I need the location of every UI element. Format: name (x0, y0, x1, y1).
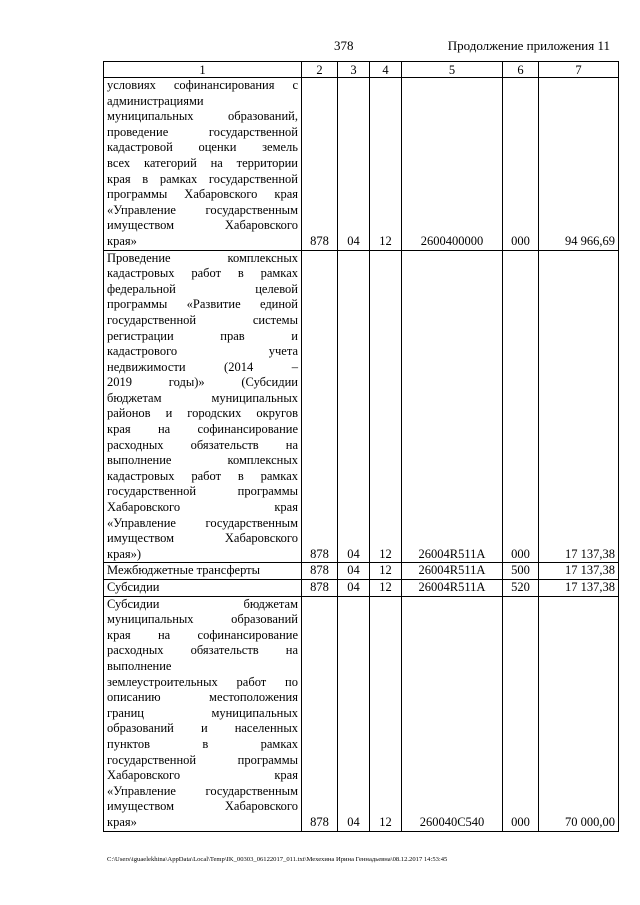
description-line: края» (107, 814, 137, 829)
description-line: проведение государственной (107, 124, 298, 139)
cell-expense-type: 500 (503, 563, 539, 580)
cell-admin-code: 878 (302, 78, 338, 251)
cell-section: 04 (338, 580, 370, 597)
cell-target-article: 26004R511A (402, 580, 503, 597)
description-line: Проведение комплексных (107, 250, 298, 265)
description-line: землеустроительных работ по (107, 674, 298, 689)
description-line: Хабаровского края (107, 768, 298, 783)
description-line: муниципальных образований (107, 612, 298, 627)
cell-subsection: 12 (370, 580, 402, 597)
description-line: Хабаровского края (107, 500, 298, 515)
description-line: условиях софинансирования с (107, 78, 298, 92)
cell-section: 04 (338, 78, 370, 251)
description-line: кадастровых работ в рамках (107, 468, 298, 483)
description-line: администрациями (107, 93, 204, 108)
cell-admin-code: 878 (302, 250, 338, 563)
column-header-4: 4 (370, 62, 402, 78)
cell-expense-type: 520 (503, 580, 539, 597)
description-line: районов и городских округов (107, 406, 298, 421)
description-line: кадастровой оценки земель (107, 140, 298, 155)
cell-section: 04 (338, 563, 370, 580)
description-line: федеральной целевой (107, 281, 298, 296)
description-line: края на софинансирование (107, 627, 298, 642)
row-description (104, 596, 302, 831)
description-line: Субсидии бюджетам (107, 596, 298, 611)
row-description (104, 78, 302, 251)
cell-target-article: 2600400000 (402, 78, 503, 251)
table-row (104, 563, 619, 580)
description-line: Межбюджетные трансферты (107, 563, 261, 578)
cell-admin-code: 878 (302, 580, 338, 597)
table-header-row (104, 62, 619, 78)
cell-expense-type: 000 (503, 596, 539, 831)
description-line: недвижимости (2014 – (107, 359, 298, 374)
description-line: края на софинансирование (107, 422, 298, 437)
column-header-5: 5 (402, 62, 503, 78)
row-description (104, 250, 302, 563)
description-line: кадастрового учета (107, 344, 298, 359)
page-caption: Продолжение приложения 11 (447, 38, 610, 53)
column-header-1: 1 (104, 62, 302, 78)
description-line: Субсидии (107, 580, 160, 594)
cell-amount: 17 137,38 (539, 250, 619, 563)
table-row (104, 250, 619, 563)
table-row (104, 596, 619, 831)
description-line: края в рамках государственной (107, 171, 298, 186)
description-line: имуществом Хабаровского (107, 218, 298, 233)
description-line: муниципальных образований, (107, 109, 298, 124)
description-line: образований и населенных (107, 721, 298, 736)
table-row (104, 580, 619, 597)
cell-target-article: 26004R511A (402, 250, 503, 563)
cell-expense-type: 000 (503, 78, 539, 251)
cell-target-article: 26004R511A (402, 563, 503, 580)
description-line: программы Хабаровского края (107, 187, 298, 202)
cell-subsection: 12 (370, 250, 402, 563)
description-line: выполнение (107, 658, 172, 673)
budget-table (103, 61, 619, 832)
description-line: расходных обязательств на (107, 437, 298, 452)
cell-section: 04 (338, 250, 370, 563)
description-line: всех категорий на территории (107, 155, 298, 170)
description-line: кадастровых работ в рамках (107, 266, 298, 281)
cell-subsection: 12 (370, 563, 402, 580)
description-line: края» (107, 233, 137, 248)
description-line: имуществом Хабаровского (107, 531, 298, 546)
description-line: государственной программы (107, 484, 298, 499)
row-description (104, 580, 302, 597)
description-line: государственной программы (107, 752, 298, 767)
column-header-2: 2 (302, 62, 338, 78)
footer-file-path: C:\Users\iguaelekhina\AppData\Local\Temp\IK_00303_06122017_011.txt\Мехехина Ирина Геннадьевна\08.12.2017 14:53:45 (107, 856, 448, 863)
description-line: описанию местоположения (107, 690, 298, 705)
cell-admin-code: 878 (302, 596, 338, 831)
page-number: 378 (334, 38, 354, 53)
cell-amount: 94 966,69 (539, 78, 619, 251)
description-line: границ муниципальных (107, 705, 298, 720)
cell-amount: 17 137,38 (539, 580, 619, 597)
cell-expense-type: 000 (503, 250, 539, 563)
cell-subsection: 12 (370, 596, 402, 831)
cell-amount: 70 000,00 (539, 596, 619, 831)
column-header-6: 6 (503, 62, 539, 78)
description-line: расходных обязательств на (107, 643, 298, 658)
description-line: государственной системы (107, 312, 298, 327)
description-line: регистрации прав и (107, 328, 298, 343)
description-line: края») (107, 546, 142, 561)
description-line: «Управление государственным (107, 783, 298, 798)
column-header-3: 3 (338, 62, 370, 78)
row-description (104, 563, 302, 580)
cell-admin-code: 878 (302, 563, 338, 580)
column-header-7: 7 (539, 62, 619, 78)
description-line: пунктов в рамках (107, 736, 298, 751)
cell-target-article: 260040С540 (402, 596, 503, 831)
description-line: «Управление государственным (107, 202, 298, 217)
description-line: «Управление государственным (107, 515, 298, 530)
description-line: имуществом Хабаровского (107, 799, 298, 814)
description-line: 2019 годы)» (Субсидии (107, 375, 298, 390)
description-line: бюджетам муниципальных (107, 390, 298, 405)
description-line: программы «Развитие единой (107, 297, 298, 312)
description-line: выполнение комплексных (107, 453, 298, 468)
cell-subsection: 12 (370, 78, 402, 251)
cell-amount: 17 137,38 (539, 563, 619, 580)
table-row (104, 78, 619, 251)
cell-section: 04 (338, 596, 370, 831)
